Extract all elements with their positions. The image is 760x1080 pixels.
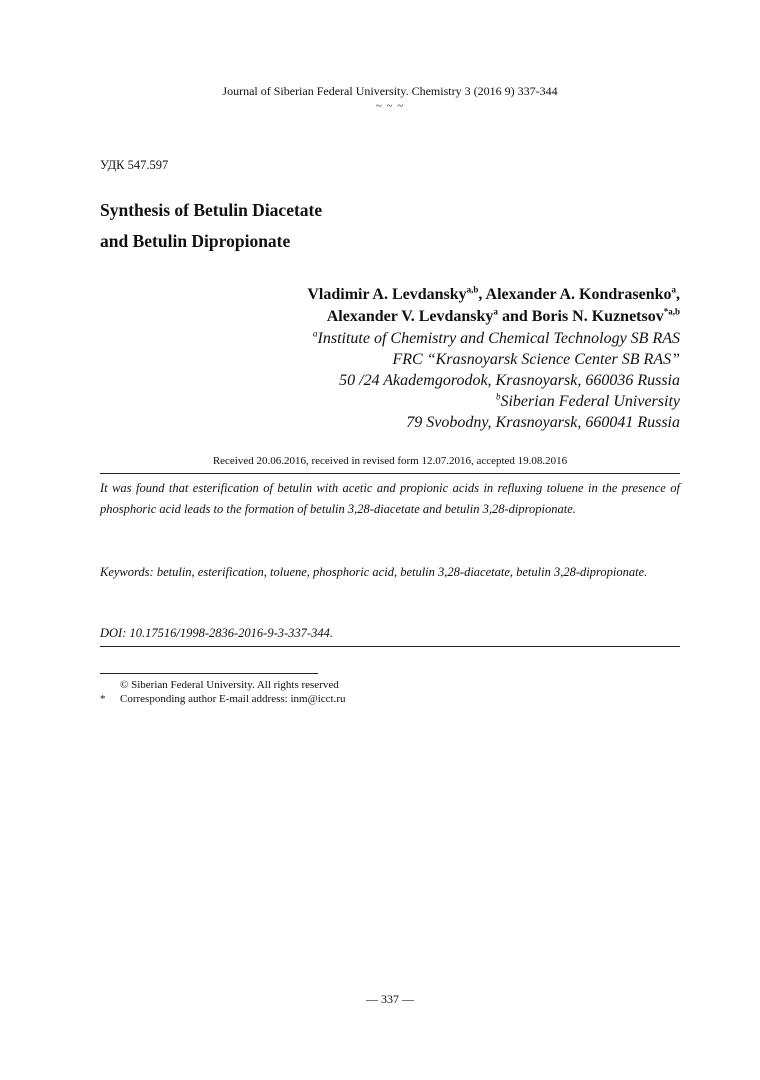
affiliation-text: Institute of Chemistry and Chemical Technology SB RAS bbox=[317, 330, 680, 347]
footnote-rule bbox=[100, 673, 318, 674]
author-name: Alexander A. Kondrasenko bbox=[485, 286, 672, 303]
author-list bbox=[307, 284, 680, 328]
author-separator: and bbox=[497, 308, 532, 325]
doi-text: DOI: 10.17516/1998-2836-2016-9-3-337-344. bbox=[100, 626, 333, 640]
affiliation-b-line-2: 79 Svobodny, Krasnoyarsk, 660041 Russia bbox=[406, 414, 680, 431]
abstract-text: It was found that esterification of betulin with acetic and propionic acids in refluxing toluene in the presence of phosphoric acid leads to the formation of betulin 3,28-diacetate and betulin 3,28-dipropionate. bbox=[100, 481, 680, 516]
keywords-text: Keywords: betulin, esterification, toluene, phosphoric acid, betulin 3,28-diacetate, betulin 3,28-dipropionate. bbox=[100, 565, 648, 579]
footnote-copyright: © Siberian Federal University. All rights reserved bbox=[120, 679, 339, 691]
author-name: Alexander V. Levdansky bbox=[326, 308, 494, 325]
corresponding-email: Corresponding author E-mail address: inm@icct.ru bbox=[120, 693, 346, 705]
author-affiliation-mark: a bbox=[493, 306, 498, 317]
author-name: Vladimir A. Levdansky bbox=[307, 286, 467, 303]
affiliation-a-line-3: 50 /24 Akademgorodok, Krasnoyarsk, 660036 Russia bbox=[339, 372, 680, 389]
title-line-2: and Betulin Dipropionate bbox=[100, 231, 291, 251]
received-dates: Received 20.06.2016, received in revised form 12.07.2016, accepted 19.08.2016 bbox=[212, 455, 568, 467]
footnote-star: * bbox=[100, 693, 106, 705]
affiliations bbox=[313, 328, 680, 433]
author-separator: , bbox=[478, 286, 486, 303]
title-line-1: Synthesis of Betulin Diacetate bbox=[100, 200, 323, 220]
affiliation-mark: b bbox=[495, 391, 501, 402]
author-name: Boris N. Kuznetsov bbox=[531, 308, 664, 325]
author-affiliation-mark: a bbox=[671, 284, 676, 295]
header-ornament: ~ ~ ~ bbox=[375, 100, 405, 112]
paper-title bbox=[100, 195, 322, 257]
footnote-corresponding bbox=[100, 693, 346, 705]
udk-code: УДК 547.597 bbox=[100, 158, 169, 172]
author-affiliation-mark: a,b bbox=[466, 284, 479, 295]
journal-header: Journal of Siberian Federal University. Chemistry 3 (2016 9) 337-344 bbox=[222, 84, 558, 98]
page-number: ― 337 ― bbox=[366, 992, 414, 1006]
affiliation-a-line-1 bbox=[313, 328, 680, 349]
affiliation-b-line-1 bbox=[313, 391, 680, 412]
affiliation-text: Siberian Federal University bbox=[500, 393, 680, 410]
affiliation-a-line-2: FRC “Krasnoyarsk Science Center SB RAS” bbox=[392, 351, 680, 368]
abstract-top-rule bbox=[100, 473, 680, 474]
author-separator: , bbox=[676, 286, 680, 303]
author-affiliation-mark: *a,b bbox=[663, 306, 680, 317]
authors-line-2 bbox=[307, 306, 680, 328]
abstract-bottom-rule bbox=[100, 646, 680, 647]
authors-line-1 bbox=[307, 284, 680, 306]
affiliation-mark: a bbox=[313, 328, 318, 339]
